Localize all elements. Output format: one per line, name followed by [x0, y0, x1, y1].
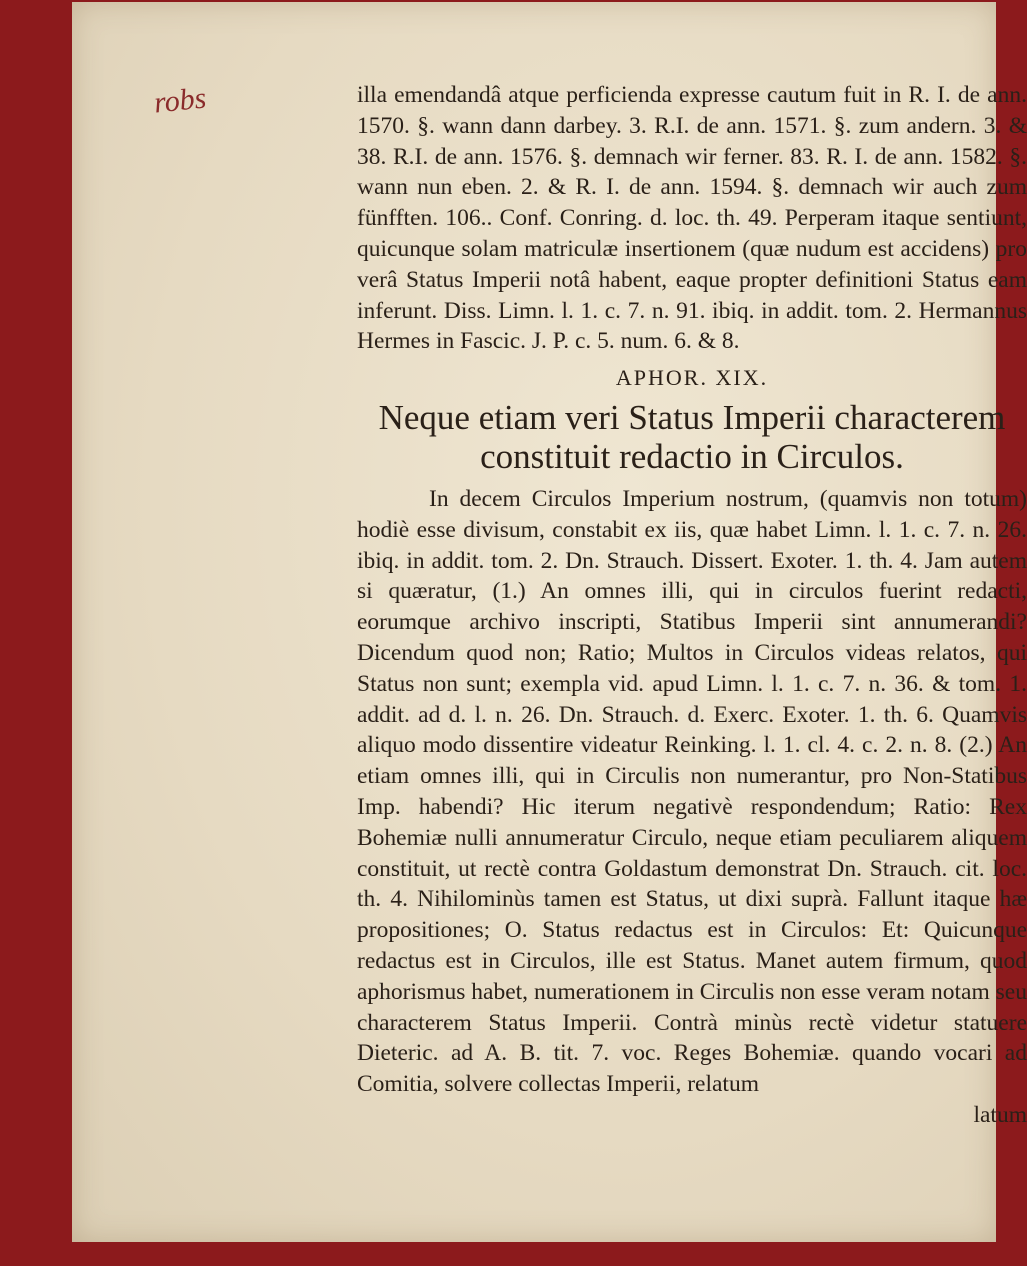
catchword: latum: [973, 1101, 1027, 1128]
paragraph-1: illa emendandâ atque perficienda expresse cautum fuit in R. I. de ann. 1570. §. wann dann darbey. 3. R.I. de ann. 1571. §. zum andern. 3. & 38. R.I. de ann. 1576. §. demnach wir ferner. 83. R. I. de ann. 1582. §. wann nun eben. 2. & R. I. de ann. 1594. §. demnach wir auch zum fünfften. 106.. Conf. Conring. d. loc. th. 49. Perperam itaque sentiunt, quicunque solam matriculæ insertionem (quæ nudum est accidens) pro verâ Status Imperii notâ habent, eaque propter definitioni Status eam inferunt. Diss. Limn. l. 1. c. 7. n. 91. ibiq. in addit. tom. 2. Hermannus Hermes in Fascic. J. P. c. 5. num. 6. & 8.: [357, 82, 1027, 355]
margin-annotation: robs: [152, 81, 208, 120]
page-body: [357, 80, 1027, 1131]
paragraph-2: In decem Circulos Imperium nostrum, (quamvis non totum) hodiè esse divisum, constabit ex iis, quæ habet Limn. l. 1. c. 7. n. 26. ibiq. in addit. tom. 2. Dn. Strauch. Dissert. Exoter. 1. th. 4. Jam autem si quæratur, (1.) An omnes illi, qui in circulos fuerint redacti, eorumque archivo inscripti, Statibus Imperii sint annumerandi? Dicendum quod non; Ratio; Multos in Circulos videas relatos, qui Status non sunt; exempla vid. apud Limn. l. 1. c. 7. n. 36. & tom. 1. addit. ad d. l. n. 26. Dn. Strauch. d. Exerc. Exoter. 1. th. 6. Quamvis aliquo modo dissentire videatur Reinking. l. 1. cl. 4. c. 2. n. 8. (2.) An etiam omnes illi, qui in Circulis non numerantur, pro Non-Statibus Imp. habendi? Hic iterum negativè respondendum; Ratio: Rex Bohemiæ nulli annumeratur Circulo, neque etiam peculiarem aliquem constituit, ut rectè contra Goldastum demonstrat Dn. Strauch. cit. loc. th. 4. Nihilominùs tamen est Status, ut dixi suprà. Fallunt itaque hæ propositiones; O. Status redactus est in Circulos: Et: Quicunque redactus est in Circulos, ille est Status. Manet autem firmum, quod aphorismus habet, numerationem in Circulis non esse veram notam seu characterem Status Imperii. Contrà minùs rectè videtur statuere Dieteric. ad A. B. tit. 7. voc. Reges Bohemiæ. quando vocari ad Comitia, solvere collectas Imperii, relatum: [357, 485, 1027, 1098]
aphorism-heading: APHOR. XIX.: [615, 365, 769, 391]
book-page: [72, 2, 1027, 1242]
aphorism-title: Neque etiam veri Status Imperii characterem constituit redactio in Circulos.: [378, 397, 1006, 476]
